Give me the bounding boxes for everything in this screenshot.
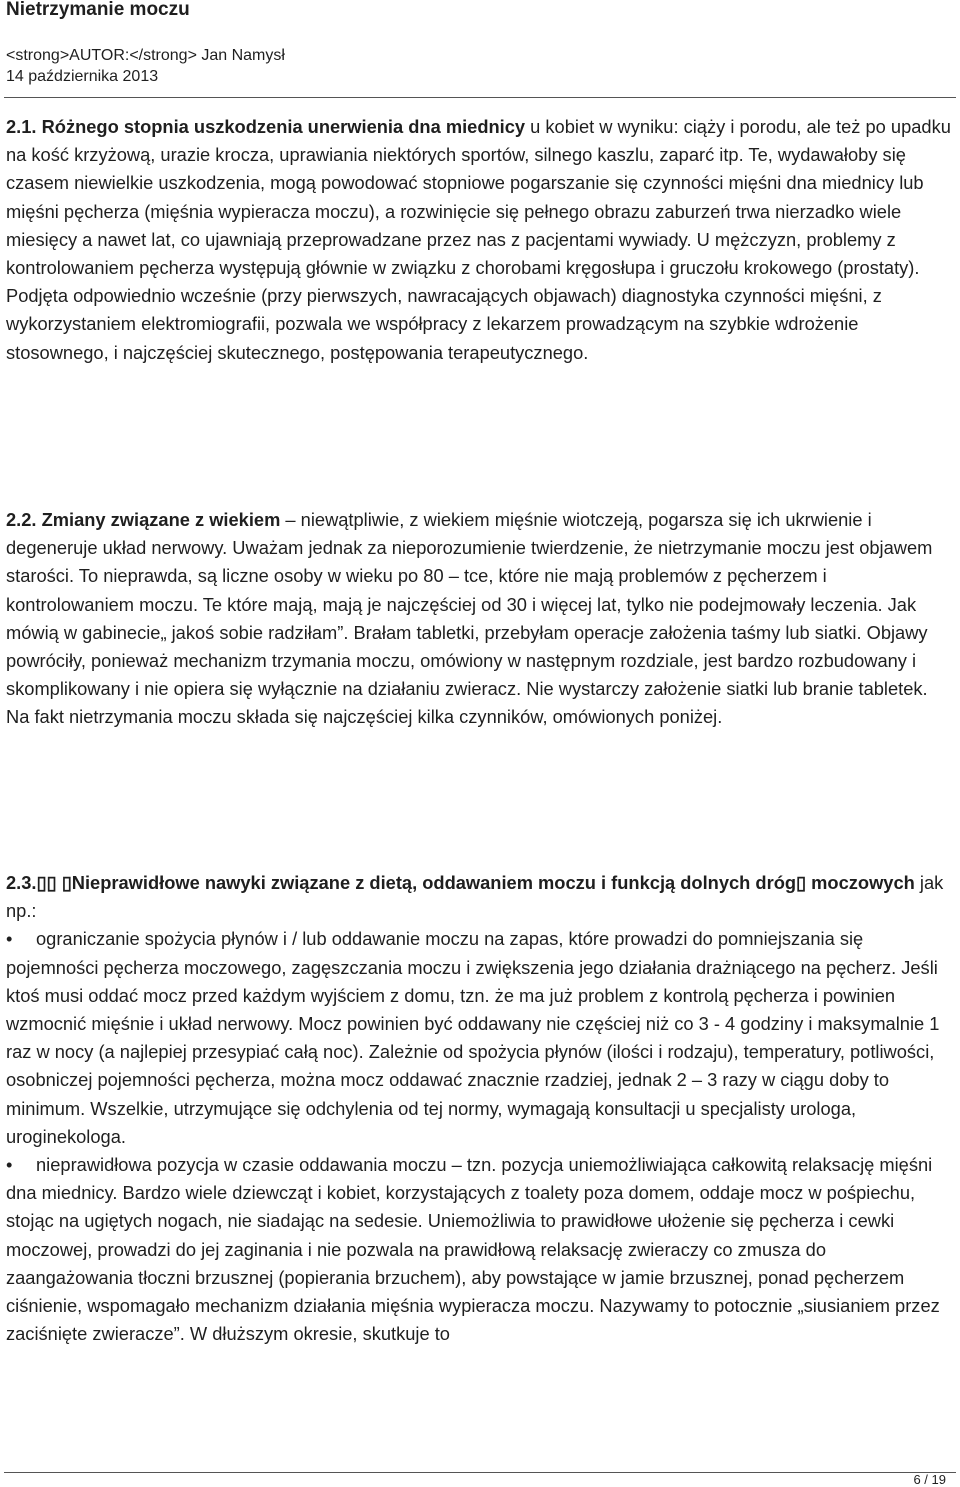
bullet-icon: • — [6, 928, 13, 950]
header-divider — [4, 97, 956, 98]
section-2-3 — [6, 869, 956, 1348]
document-title: Nietrzymanie moczu — [6, 0, 190, 20]
list-item-text: ograniczanie spożycia płynów i / lub oddawanie moczu na zapas, które prowadzi do pomniejszania się pojemności pęcherza moczowego, zagęszczania moczu i zwiększenia jego działania drażniącego na pęcherz. Jeśli ktoś musi oddać mocz przed każdym wyjściem z domu, tzn. że ma już problem z kontrolą pęcherza i powinien wzmocnić mięśnie i układ nerwowy. Mocz powinien być oddawany nie częściej niż co 3 - 4 godziny i maksymalnie 1 raz w nocy (a najlepiej przesypiać całą noc). Zależnie od spożycia płynów (ilości i rodzaju), temperatury, potliwości, osobniczej pojemności pęcherza, można mocz oddawać znacznie rzadziej, jednak 2 – 3 razy w ciągu doby to minimum. Wszelkie, utrzymujące się odchylenia od tej normy, wymagają konsultacji u specjalisty urologa, uroginekologa. — [6, 928, 940, 1147]
footer-divider — [4, 1472, 956, 1473]
section-2-2-heading: 2.2. Zmiany związane z wiekiem — [6, 509, 281, 530]
page-number: 6 / 19 — [913, 1472, 946, 1487]
list-item — [6, 1151, 956, 1348]
author-line: <strong>AUTOR:</strong> Jan Namysł — [6, 47, 285, 64]
section-2-2-text: – niewątpliwie, z wiekiem mięśnie wiotczeją, pogarsza się ich ukrwienie i degeneruje układ nerwowy. Uważam jednak za nieporozumienie twierdzenie, że nietrzymanie moczu jest objawem starości. To nieprawda, są liczne osoby w wieku po 80 – tce, które nie mają problemów z pęcherzem i kontrolowaniem moczu. Te które mają, mają je najczęściej od 30 i więcej lat, tylko nie podejmowały leczenia. Jak mówią w gabinecie„ jakoś sobie radziłam”. Brałam tabletki, przebyłam operacje założenia taśmy lub siatki. Objawy powróciły, ponieważ mechanizm trzymania moczu, omówiony w następnym rozdziale, jest bardzo rozbudowany i skomplikowany i nie opiera się wyłącznie na działaniu zwieracz. Nie wystarczy założenie siatki lub branie tabletek. Na fakt nietrzymania moczu składa się najczęściej kilka czynników, omówionych poniżej. — [6, 509, 933, 728]
section-2-1-text: u kobiet w wyniku: ciąży i porodu, ale też po upadku na kość krzyżową, urazie krocza, uprawiania niektórych sportów, silnego kaszlu, zaparć itp. Te, wydawałoby się czasem niewielkie uszkodzenia, mogą powodować stopniowe pogarszanie się czynności mięśni dna miednicy lub mięśni pęcherza (mięśnia wypieracza moczu), a rozwinięcie się pełnego obrazu zaburzeń trwa nierzadko wiele miesięcy a nawet lat, co ujawniają przeprowadzane przez nas z pacjentami wywiady. U mężczyzn, problemy z kontrolowaniem pęcherza występują głównie w związku z chorobami kręgosłupa i gruczołu krokowego (prostaty). Podjęta odpowiednio wcześnie (przy pierwszych, nawracających objawach) diagnostyka czynności mięśni, z wykorzystaniem elektromiografii, pozwala we współpracy z lekarzem prowadzącym na szybkie wdrożenie stosownego, i najczęściej skutecznego, postępowania terapeutycznego. — [6, 116, 951, 363]
section-2-1-heading: 2.1. Różnego stopnia uszkodzenia unerwienia dna miednicy — [6, 116, 526, 137]
section-2-3-text: jak np.: — [6, 872, 944, 922]
section-2-2 — [6, 506, 956, 732]
bullet-icon: • — [6, 1154, 13, 1176]
section-2-3-intro — [6, 869, 956, 925]
publication-date: 14 października 2013 — [6, 68, 159, 85]
section-2-1 — [6, 113, 956, 367]
list-item — [6, 925, 956, 1151]
page-header — [6, 0, 956, 87]
section-2-3-heading: 2.3.▯▯ ▯Nieprawidłowe nawyki związane z dietą, oddawaniem moczu i funkcją dolnych dróg▯ moczowych — [6, 872, 915, 893]
list-item-text: nieprawidłowa pozycja w czasie oddawania moczu – tzn. pozycja uniemożliwiająca całkowitą relaksację mięśni dna miednicy. Bardzo wiele dziewcząt i kobiet, korzystających z toalety poza domem, oddaje mocz w pośpiechu, stojąc na ugiętych nogach, nie siadając na sedesie. Uniemożliwia to prawidłowe ułożenie się pęcherza i cewki moczowej, prowadzi do jej zaginania i nie pozwala na prawidłową relaksację zwieraczy co zmusza do zaangażowania tłoczni brzusznej (popierania brzuchem), aby powstające w jamie brzusznej, ponad pęcherzem ciśnienie, wspomagało mechanizm działania mięśnia wypieracza moczu. Nazywamy to potocznie „siusianiem przez zaciśnięte zwieracze”. W dłuższym okresie, skutkuje to — [6, 1154, 940, 1345]
